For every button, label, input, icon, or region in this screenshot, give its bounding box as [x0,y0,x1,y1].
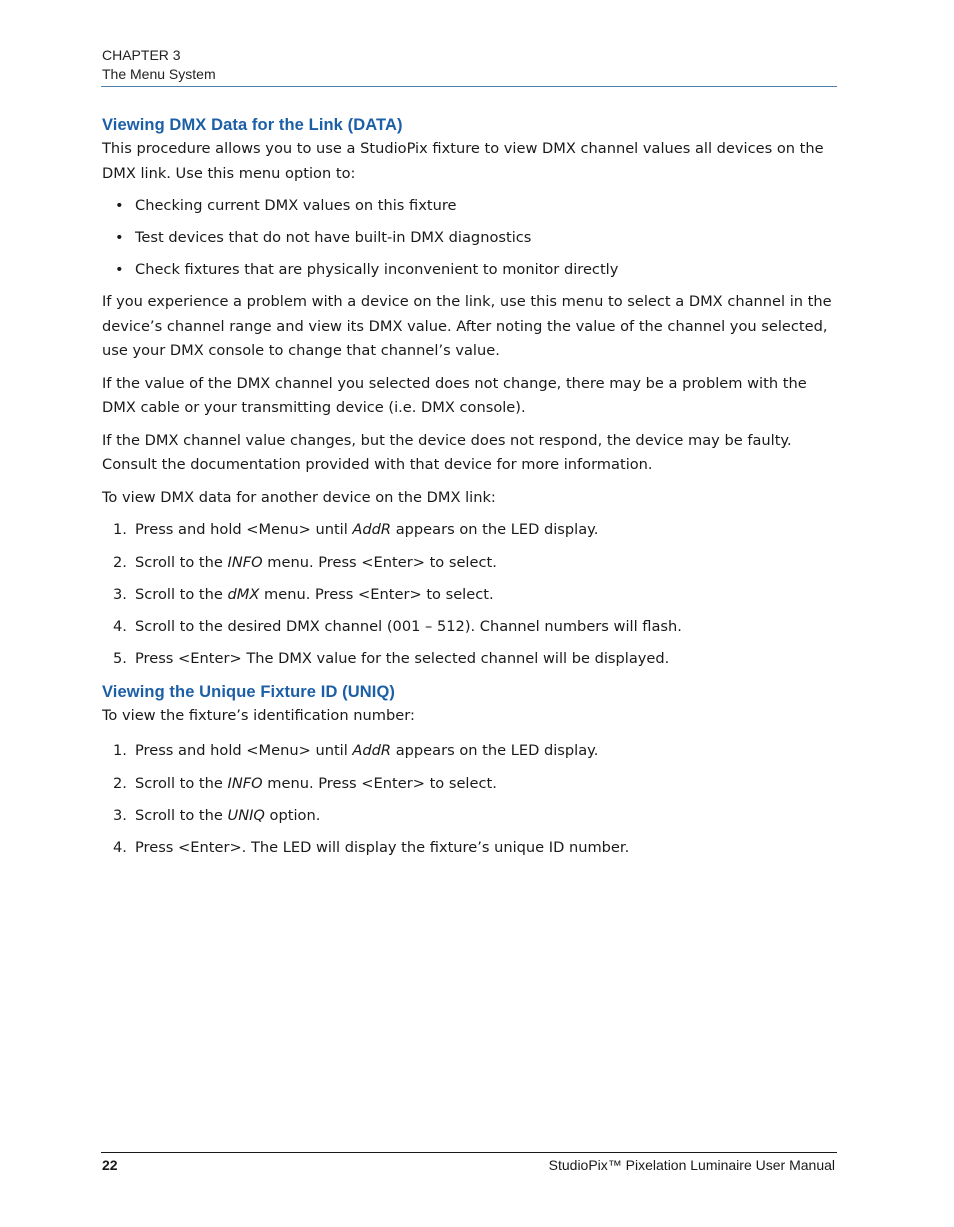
step-item [102,518,837,543]
section-view-dmx-data [102,113,837,672]
step-number: 2. [113,774,127,792]
use-cases-list [102,194,837,283]
dmx-data-steps [102,518,837,672]
step-number: 1. [113,521,127,539]
chapter-title: The Menu System [102,66,216,82]
step-text: Scroll to the UNIQ option. [135,806,321,824]
step-text: Press and hold <Menu> until AddR appears on the LED display. [135,521,599,539]
section-intro: To view the fixture’s identification number: [102,706,415,724]
paragraph-no-change: If the value of the DMX channel you selected does not change, there may be a problem with the DMX cable or your transmitting device (i.e. DMX console). [102,374,807,417]
step-number: 3. [113,806,127,824]
step-number: 2. [113,553,127,571]
page-content [102,113,837,868]
page-number: 22 [102,1157,118,1173]
step-text: Scroll to the dMX menu. Press <Enter> to select. [135,585,494,603]
step-number: 5. [113,650,127,668]
step-number: 4. [113,839,127,857]
section-unique-fixture-id [102,680,837,861]
section-intro: This procedure allows you to use a StudioPix fixture to view DMX channel values all devices on the DMX link. Use this menu option to: [102,140,824,182]
step-text: Scroll to the desired DMX channel (001 – 512). Channel numbers will flash. [135,618,682,636]
list-item: • Checking current DMX values on this fixture [102,194,837,219]
step-item [102,583,837,608]
step-item [102,739,837,764]
step-item [102,804,837,829]
step-number: 4. [113,618,127,636]
list-item: • Test devices that do not have built-in DMX diagnostics [102,226,837,251]
step-item [102,772,837,797]
section-heading-unique-id: Viewing the Unique Fixture ID (UNIQ) [102,682,395,701]
footer-divider [101,1152,837,1153]
step-item [102,836,837,861]
running-header [102,46,216,84]
unique-id-steps [102,739,837,860]
section-heading-dmx-data: Viewing DMX Data for the Link (DATA) [102,116,403,134]
step-item [102,615,837,640]
step-item [102,647,837,672]
step-number: 1. [113,742,127,760]
step-text: Press and hold <Menu> until AddR appears on the LED display. [135,742,599,760]
list-item: • Check fixtures that are physically inconvenient to monitor directly [102,258,837,283]
manual-title: StudioPix™ Pixelation Luminaire User Manual [548,1157,835,1173]
step-item [102,551,837,576]
paragraph-steps-intro: To view DMX data for another device on the DMX link: [102,488,496,506]
chapter-label: CHAPTER 3 [102,47,181,63]
step-text: Scroll to the INFO menu. Press <Enter> to select. [135,553,497,571]
header-divider [101,86,837,87]
step-text: Scroll to the INFO menu. Press <Enter> to select. [135,774,497,792]
paragraph-problem: If you experience a problem with a device on the link, use this menu to select a DMX channel in the device’s channel range and view its DMX value. After noting the value of the channel you selected, use your DMX console to change that channel’s value. [102,293,832,360]
step-number: 3. [113,585,127,603]
step-text: Press <Enter> The DMX value for the selected channel will be displayed. [135,650,670,668]
step-text: Press <Enter>. The LED will display the fixture’s unique ID number. [135,839,630,857]
paragraph-faulty: If the DMX channel value changes, but the device does not respond, the device may be faulty. Consult the documentation provided with that device for more information. [102,431,792,474]
